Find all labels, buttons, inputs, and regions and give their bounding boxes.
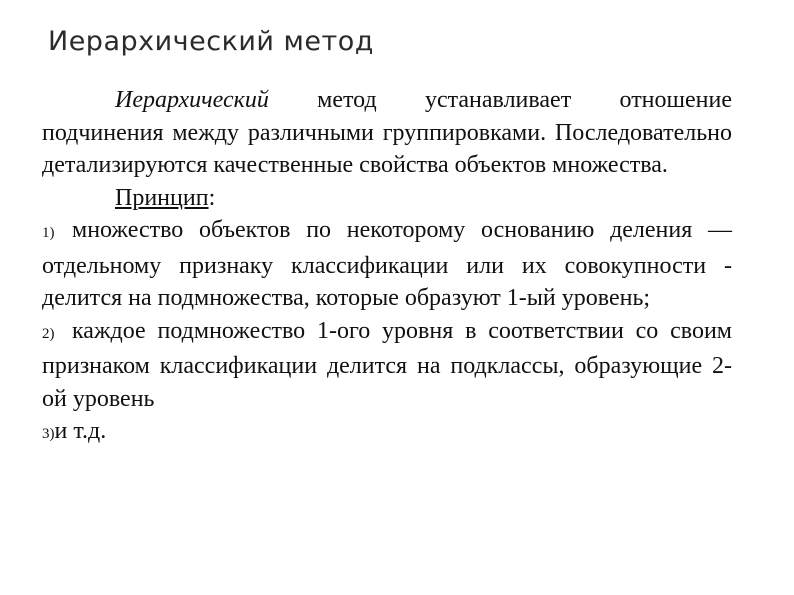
list-item-2 bbox=[42, 315, 732, 416]
list-item-3-text: и т.д. bbox=[54, 418, 107, 444]
list-item-2-text: каждое подмножество 1-ого уровня в соответствии со своим признаком классификации делится на подклассы, образующие 2-ой уровень bbox=[42, 317, 732, 412]
intro-paragraph bbox=[42, 84, 732, 182]
list-item-2-number: 2) bbox=[42, 325, 55, 342]
slide-title: Иерархический метод bbox=[48, 26, 374, 57]
list-item-1 bbox=[42, 214, 732, 315]
list-item-1-number: 1) bbox=[42, 225, 55, 241]
list-item-1-text: множество объектов по некоторому основанию деления — отдельному признаку классификации или их совокупности - делится на подмножества, которые образуют 1-ый уровень; bbox=[42, 217, 732, 311]
intro-term: Иерархический bbox=[115, 87, 269, 113]
principle-heading bbox=[42, 182, 732, 215]
list-item-3-number: 3) bbox=[42, 426, 55, 442]
principle-colon: : bbox=[208, 184, 216, 211]
principle-label: Принцип bbox=[115, 184, 209, 211]
slide-body bbox=[42, 84, 732, 451]
list-item-3 bbox=[42, 415, 732, 451]
intro-text: метод устанавливает отношение подчинения между различными группировками. Последовательно детализируются качественные свойства объектов множества. bbox=[42, 87, 732, 178]
